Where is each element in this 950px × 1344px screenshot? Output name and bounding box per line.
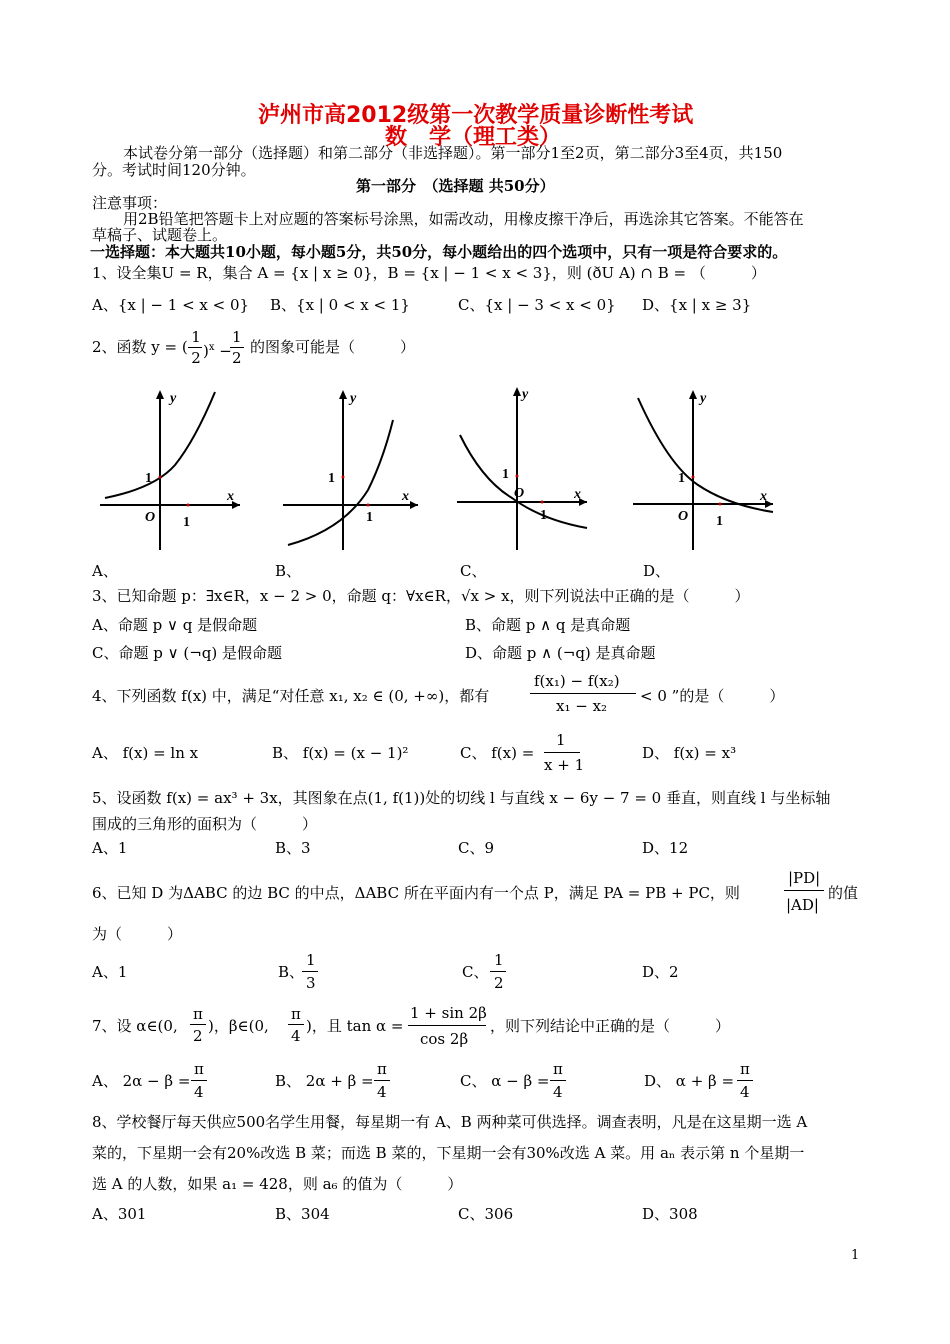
q6-option-b-pre: B、 (278, 963, 305, 981)
q6-line-1: 6、已知 D 为ΔABC 的边 BC 的中点，ΔABC 所在平面内有一个点 P，满足 PA = PB + PC，则 (92, 884, 740, 902)
q6-option-c-pre: C、 (462, 963, 489, 981)
q2-half-den-2: 2 (232, 349, 242, 367)
q2-option-a: A、 (92, 562, 118, 580)
q5-option-d: D、12 (642, 839, 689, 857)
q2-half-num-2: 1 (232, 328, 242, 346)
q8-option-b: B、304 (275, 1205, 330, 1223)
q8-option-a: A、301 (92, 1205, 147, 1223)
q7-option-c-bar (550, 1080, 566, 1081)
q7-stem-mid2: )，且 tan α = (306, 1017, 404, 1035)
q2-graph-a (95, 380, 245, 564)
q4-option-a: A、 f(x) = ln x (92, 744, 199, 762)
svg-text:1: 1 (328, 471, 335, 486)
q4-option-c-bar (544, 752, 580, 753)
q2-exp: )$^x$ − (203, 342, 232, 360)
q7-two: 2 (193, 1027, 203, 1045)
q1-option-a: A、{x | − 1 < x < 0} (92, 296, 250, 314)
svg-text:1: 1 (183, 515, 190, 530)
svg-text:x: x (574, 487, 581, 502)
q4-option-c-den: x + 1 (544, 756, 585, 774)
svg-text:1: 1 (366, 510, 373, 525)
svg-text:y: y (170, 391, 177, 406)
svg-text:1: 1 (716, 514, 723, 529)
q7-option-c-four: 4 (553, 1083, 563, 1101)
q2-half-num: 1 (191, 328, 201, 346)
q7-four: 4 (291, 1027, 301, 1045)
q3-option-c: C、命题 p ∨ (¬q) 是假命题 (92, 644, 283, 662)
q8-line-1: 8、学校餐厅每天供应500名学生用餐，每星期一有 A、B 两种菜可供选择。调查表明，凡是在这星期一选 A (92, 1113, 808, 1131)
q2-graph-b (278, 380, 428, 564)
q7-bar-1 (190, 1024, 206, 1025)
q7-option-a-pi: π (194, 1060, 204, 1078)
q7-pi-2: π (291, 1005, 301, 1023)
q2-graph-d (628, 380, 778, 564)
q2-frac-bar-2 (230, 347, 244, 348)
svg-text:x: x (402, 489, 409, 504)
q2-stem-post: 的图象可能是（ ） (250, 338, 416, 356)
svg-text:O: O (514, 486, 525, 501)
q8-line-2: 菜的，下星期一会有20%改选 B 菜；而选 B 菜的，下星期一会有30%改选 A 菜。用 aₙ 表示第 n 个星期一 (92, 1144, 805, 1162)
q4-option-c-pre: C、 f(x) = (460, 744, 535, 762)
q4-stem-post: < 0 ”的是（ ） (640, 687, 785, 705)
svg-text:y: y (350, 391, 357, 406)
q4-frac-num: f(x₁) − f(x₂) (534, 672, 620, 690)
q7-option-d-four: 4 (740, 1083, 750, 1101)
notice-line-1: 用2B铅笔把答题卡上对应题的答案标号涂黑，如需改动，用橡皮擦干净后，再选涂其它答案。不能答在 (123, 210, 804, 228)
q6-option-c-num: 1 (494, 951, 504, 969)
q7-option-c: C、 α − β = (460, 1072, 550, 1090)
q1-option-d: D、{x | x ≥ 3} (642, 296, 752, 314)
svg-text:y: y (522, 387, 529, 402)
q3-stem: 3、已知命题 p：∃x∈R，x − 2 > 0，命题 q：∀x∈R，√x > x，则下列说法中正确的是（ ） (92, 587, 750, 605)
q6-option-b-bar (302, 971, 318, 972)
q1-option-b: B、{x | 0 < x < 1} (270, 296, 410, 314)
q7-option-b-pi: π (377, 1060, 387, 1078)
q7-option-b-bar (374, 1080, 390, 1081)
part-title: 第一部分 （选择题 共50分） (356, 177, 555, 195)
q7-stem-post: ，则下列结论中正确的是（ ） (490, 1017, 731, 1035)
svg-text:1: 1 (540, 508, 547, 523)
q7-option-d: D、 α + β = (644, 1072, 735, 1090)
q5-option-b: B、3 (275, 839, 311, 857)
q4-frac-den: x₁ − x₂ (556, 697, 608, 715)
q2-stem-pre: 2、函数 y = ( (92, 338, 188, 356)
q1-option-c: C、{x | − 3 < x < 0} (458, 296, 616, 314)
q5-option-c: C、9 (458, 839, 495, 857)
q4-option-b: B、 f(x) = (x − 1)² (272, 744, 409, 762)
q2-graph-c (452, 380, 602, 564)
q4-frac-bar (530, 693, 636, 694)
q6-option-b-den: 3 (306, 974, 316, 992)
q6-line-2: 为（ ） (92, 925, 183, 943)
q7-option-d-bar (737, 1080, 753, 1081)
q3-option-d: D、命题 p ∧ (¬q) 是真命题 (465, 644, 656, 662)
svg-text:1: 1 (678, 471, 685, 486)
intro-line-1: 本试卷分第一部分（选择题）和第二部分（非选择题）。第一部分1至2页，第二部分3至4页，共150 (123, 144, 783, 162)
q8-option-d: D、308 (642, 1205, 698, 1223)
svg-text:x: x (760, 489, 767, 504)
svg-text:O: O (145, 510, 156, 525)
q7-option-a: A、 2α − β = (92, 1072, 191, 1090)
q7-stem-pre: 7、设 α∈(0, (92, 1017, 178, 1035)
q8-line-3: 选 A 的人数，如果 a₁ = 428，则 a₆ 的值为（ ） (92, 1175, 463, 1193)
notice-line-2: 草稿子、试题卷上。 (92, 226, 228, 244)
q5-option-a: A、1 (92, 839, 128, 857)
svg-text:1: 1 (502, 467, 509, 482)
q7-frac-num: 1 + sin 2β (410, 1004, 487, 1022)
q6-option-b-num: 1 (306, 951, 316, 969)
q6-option-c-bar (490, 971, 506, 972)
q4-option-d: D、 f(x) = x³ (642, 744, 737, 762)
svg-text:O: O (678, 509, 689, 524)
page-number: 1 (851, 1248, 860, 1263)
q7-stem-mid: )，β∈(0, (208, 1017, 269, 1035)
q6-option-a: A、1 (92, 963, 128, 981)
q5-line-1: 5、设函数 f(x) = ax³ + 3x，其图象在点(1, f(1))处的切线 l 与直线 x − 6y − 7 = 0 垂直，则直线 l 与坐标轴 (92, 789, 831, 807)
notice-label: 注意事项： (92, 194, 168, 212)
q8-option-c: C、306 (458, 1205, 514, 1223)
q7-frac-den: cos 2β (420, 1030, 469, 1048)
q2-half-den: 2 (191, 349, 201, 367)
q6-frac-num: |PD| (788, 869, 821, 887)
exam-subtitle: 数 学（理工类） (385, 125, 562, 150)
q7-option-b: B、 2α + β = (275, 1072, 374, 1090)
svg-text:y: y (700, 391, 707, 406)
q7-option-a-bar (191, 1080, 207, 1081)
q7-option-d-pi: π (740, 1060, 750, 1078)
q7-option-b-four: 4 (377, 1083, 387, 1101)
svg-text:1: 1 (145, 471, 152, 486)
q2-frac-bar (188, 347, 202, 348)
q7-frac-bar (408, 1025, 486, 1026)
q2-option-d: D、 (643, 562, 671, 580)
q7-option-c-pi: π (553, 1060, 563, 1078)
q4-stem-pre: 4、下列函数 f(x) 中，满足“对任意 x₁, x₂ ∈ (0, +∞)，都有 (92, 687, 490, 705)
section-heading: 一选择题：本大题共10小题，每小题5分，共50分，每小题给出的四个选项中，只有一项是符合要求的。 (90, 243, 788, 261)
q4-option-c-num: 1 (556, 731, 566, 749)
q6-frac-den: |AD| (786, 896, 819, 914)
q6-option-c-den: 2 (494, 974, 504, 992)
q3-option-a: A、命题 p ∨ q 是假命题 (92, 616, 258, 634)
q6-option-d: D、2 (642, 963, 679, 981)
q7-option-a-four: 4 (194, 1083, 204, 1101)
q3-option-b: B、命题 p ∧ q 是真命题 (465, 616, 631, 634)
q1-stem: 1、设全集U = R，集合 A = {x | x ≥ 0}，B = {x | − 1 < x < 3}，则 (ðU A) ∩ B = （ ） (92, 264, 766, 282)
q5-line-2: 围成的三角形的面积为（ ） (92, 815, 318, 833)
svg-text:x: x (227, 489, 234, 504)
q6-tail: 的值 (828, 884, 859, 902)
exam-title: 泸州市高2012级第一次教学质量诊断性考试 (258, 103, 694, 128)
intro-line-2: 分。考试时间120分钟。 (92, 161, 256, 179)
q7-pi-1: π (193, 1005, 203, 1023)
q6-frac-bar (784, 890, 824, 891)
q7-bar-2 (288, 1024, 304, 1025)
q2-option-c: C、 (460, 562, 487, 580)
q2-option-b: B、 (275, 562, 302, 580)
